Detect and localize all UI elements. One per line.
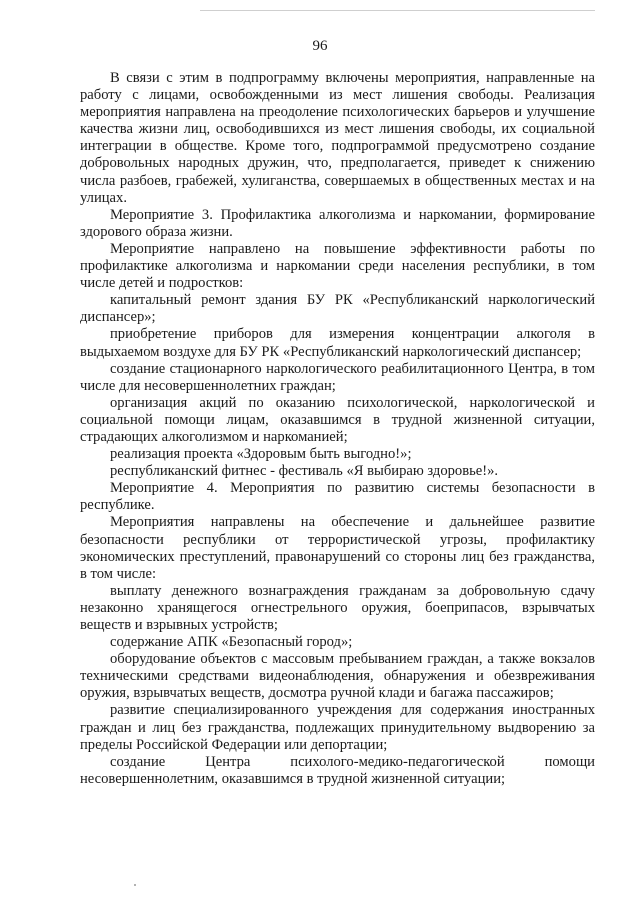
paragraph: Мероприятия направлены на обеспечение и дальнейшее развитие безопасности республики от террористической угрозы, профилактику экономических преступлений, правонарушений со стороны лиц без гражданства, в том числе: [80, 514, 595, 582]
list-item: содержание АПК «Безопасный город»; [110, 634, 353, 651]
list-item: приобретение приборов для измерения концентрации алкоголя в выдыхаемом воздухе для БУ РК «Республиканский наркологический диспансер; [80, 326, 595, 360]
list-item: выплату денежного вознаграждения гражданам за добровольную сдачу незаконно хранящегося огнестрельного оружия, боеприпасов, взрывчатых веществ и взрывных устройств; [80, 582, 595, 633]
list-item: создание стационарного наркологического реабилитационного Центра, в том числе для несовершеннолетних граждан; [80, 360, 595, 394]
paragraph: В связи с этим в подпрограмму включены мероприятия, направленные на работу с лицами, освобожденными из мест лишения свободы. Реализация мероприятия направлена на преодоление психологических барьеров и улучшение качества жизни лиц, освободившихся из мест лишения свободы, их социальной интеграции в обществе. Кроме того, подпрограммой предусмотрено создание добровольных народных дружин, что, предполагается, приведет к снижению числа разбоев, грабежей, хулиганства, совершаемых в общественных местах и на улицах. [80, 70, 595, 206]
paragraph: Мероприятие направлено на повышение эффективности работы по профилактике алкоголизма и наркомании среди населения республики, в том числе детей и подростков: [80, 240, 595, 292]
list-item: республиканский фитнес - фестиваль «Я выбираю здоровье!». [110, 463, 499, 480]
paragraph: Мероприятие 4. Мероприятия по развитию системы безопасности в республике. [80, 480, 595, 514]
document-body [80, 70, 595, 788]
list-item: реализация проекта «Здоровым быть выгодно!»; [110, 446, 412, 463]
list-item: оборудование объектов с массовым пребыванием граждан, а также вокзалов техническими средствами видеонаблюдения, обнаружения и обезвреживания оружия, взрывчатых веществ, досмотра ручной клади и багажа пассажиров; [80, 651, 595, 702]
list-item: капитальный ремонт здания БУ РК «Республиканский наркологический диспансер»; [80, 292, 595, 326]
list-item: развитие специализированного учреждения для содержания иностранных граждан и лиц без гражданства, подлежащих принудительному выдворению за пределы Российской Федерации или депортации; [80, 702, 595, 753]
scan-speck [134, 884, 136, 886]
list-item: организация акций по оказанию психологической, наркологической и социальной помощи лицам, оказавшимся в трудной жизненной ситуации, страдающих алкоголизмом и наркоманией; [80, 394, 595, 445]
top-rule [200, 10, 595, 11]
page-number: 96 [312, 38, 328, 54]
paragraph: Мероприятие 3. Профилактика алкоголизма и наркомании, формирование здорового образа жизни. [80, 206, 595, 240]
list-item: создание Центра психолого-медико-педагогической помощи несовершеннолетним, оказавшимся в трудной жизненной ситуации; [80, 753, 595, 787]
